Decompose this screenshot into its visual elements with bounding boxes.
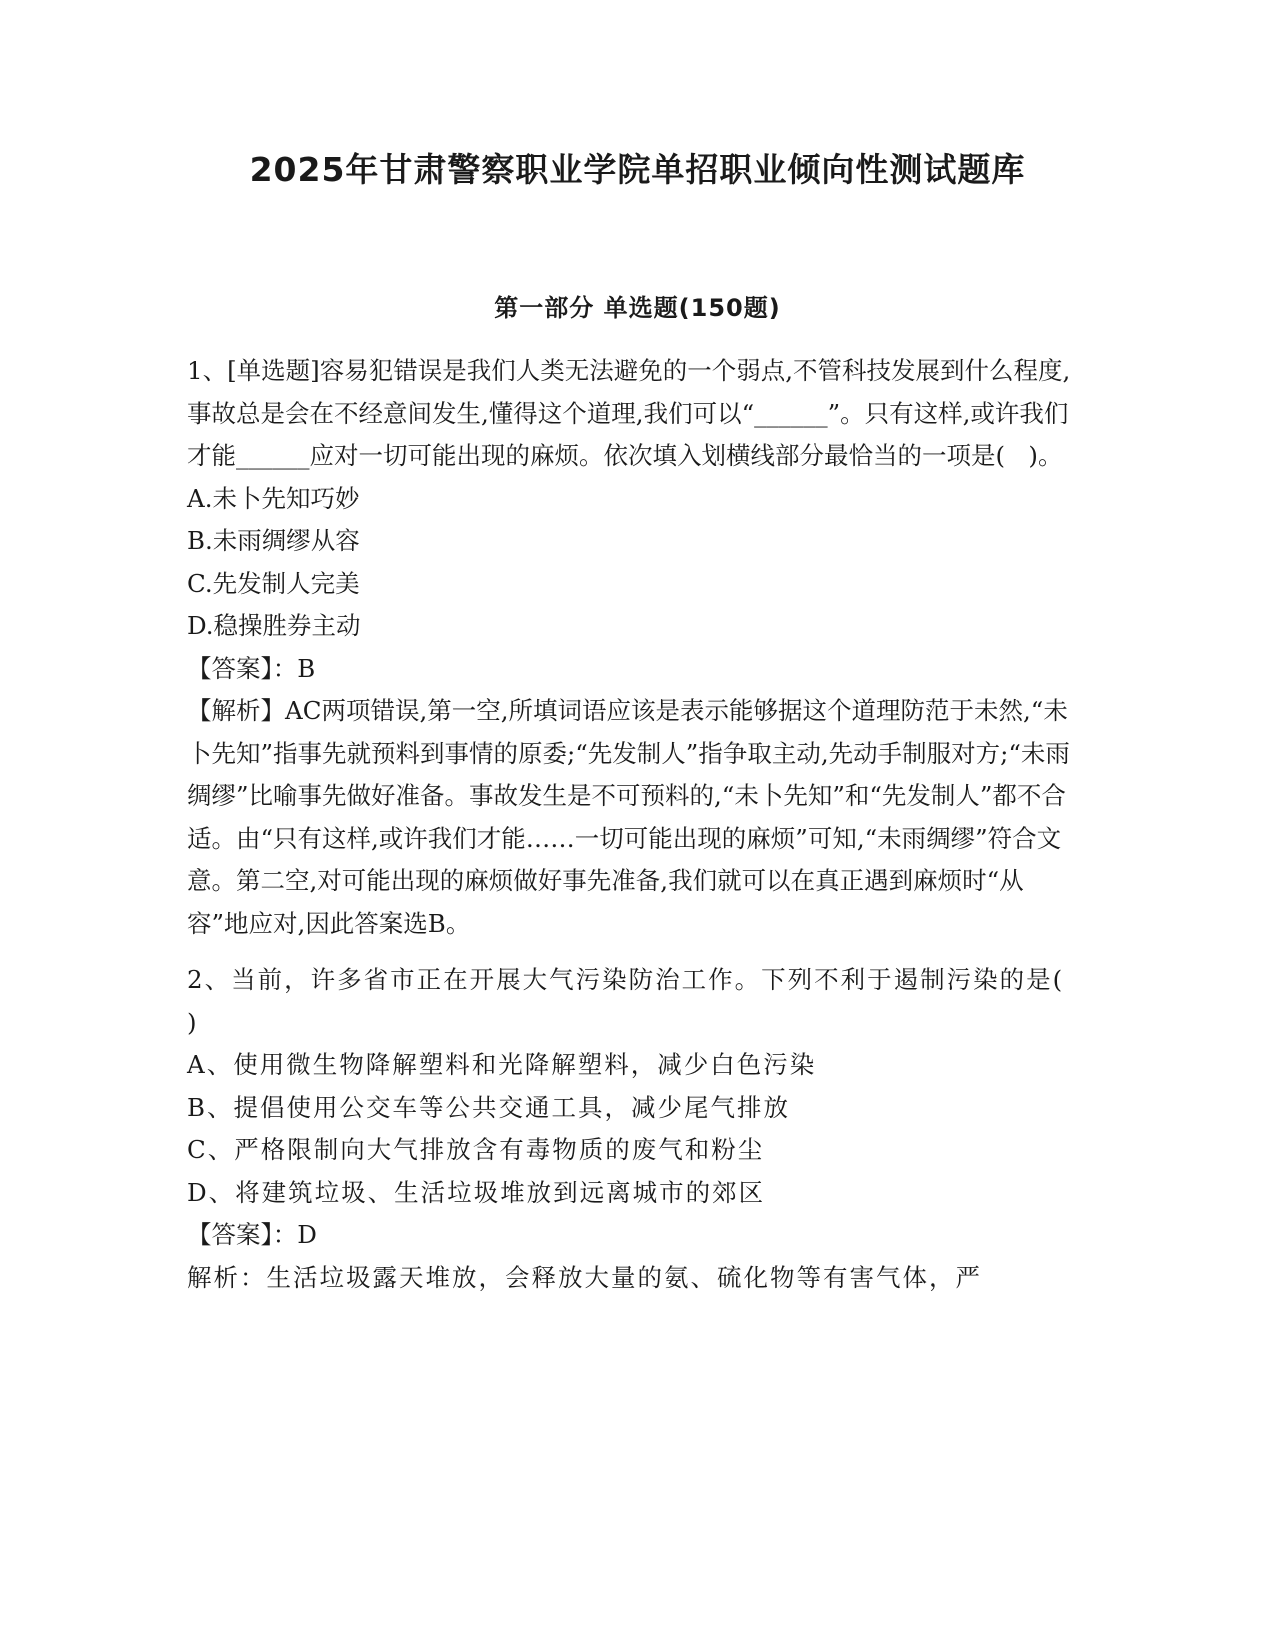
- document-title: 2025年甘肃警察职业学院单招职业倾向性测试题库: [249, 150, 1026, 189]
- question-2: [187, 959, 1094, 1299]
- analysis: 【解析】AC两项错误,第一空,所填词语应该是表示能够据这个道理防范于未然,“未卜先知”指事先就预料到事情的原委;“先发制人”指争取主动,先动手制服对方;“未雨绸缪”比喻事先做好准备。事故发生是不可预料的,“未卜先知”和“先发制人”都不合适。由“只有这样,或许我们才能……一切可能出现的麻烦”可知,“未雨绸缪”符合文意。第二空,对可能出现的麻烦做好事先准备,我们就可以在真正遇到麻烦时“从容”地应对,因此答案选B。: [187, 696, 1070, 938]
- option-c: C、严格限制向大气排放含有毒物质的废气和粉尘: [187, 1135, 765, 1164]
- option-a: A、使用微生物降解塑料和光降解塑料，减少白色污染: [187, 1050, 817, 1079]
- section-title: 第一部分 单选题(150题): [494, 294, 781, 322]
- question-1: [187, 350, 1075, 945]
- option-a: A.未卜先知巧妙: [187, 483, 360, 513]
- option-d: D、将建筑垃圾、生活垃圾堆放到远离城市的郊区: [187, 1177, 766, 1207]
- answer: 【答案】：B: [187, 653, 316, 683]
- analysis: 解析：生活垃圾露天堆放，会释放大量的氨、硫化物等有害气体，严: [187, 1262, 982, 1292]
- answer: 【答案】：D: [187, 1220, 317, 1249]
- question-stem: 2、当前，许多省市正在开展大气污染防治工作。下列不利于遏制污染的是( ): [187, 965, 1094, 1037]
- option-b: B.未雨绸缪从容: [187, 526, 360, 555]
- option-b: B、提倡使用公交车等公共交通工具，减少尾气排放: [187, 1092, 791, 1122]
- question-list: [187, 350, 1094, 1299]
- question-stem: 1、[单选题]容易犯错误是我们人类无法避免的一个弱点,不管科技发展到什么程度,事故总是会在不经意间发生,懂得这个道理,我们可以“______”。只有这样,或许我们才能______应对一切可能出现的麻烦。依次填入划横线部分最恰当的一项是( )。: [187, 356, 1071, 470]
- question-spacer: [187, 945, 1075, 959]
- option-c: C.先发制人完美: [187, 568, 360, 598]
- option-d: D.稳操胜券主动: [187, 611, 361, 640]
